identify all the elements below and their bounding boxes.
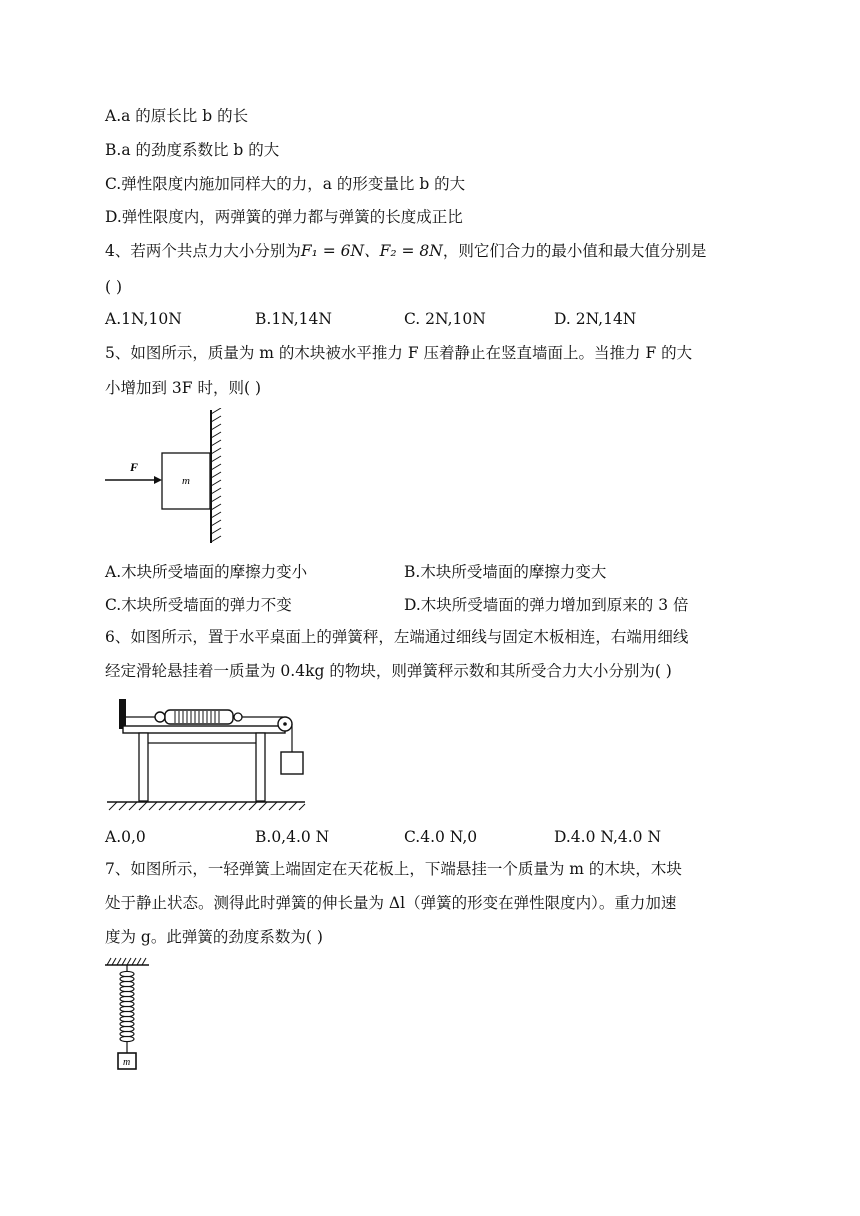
q4-paren: ( )	[105, 278, 123, 296]
q6-figure	[105, 694, 315, 818]
table-leg-right	[256, 733, 265, 801]
q6-stem-line1: 6、如图所示，置于水平桌面上的弹簧秤，左端通过细线与固定木板相连，右端用细线	[105, 628, 689, 646]
q4-formula: F₁ = 6N、F₂ = 8N	[300, 242, 443, 260]
q4-stem-suffix: ，则它们合力的最小值和最大值分别是	[442, 242, 707, 260]
q3-option-b: B.a 的劲度系数比 b 的大	[105, 141, 280, 159]
q6-option-b: B.0,4.0 N	[255, 828, 330, 846]
q4-option-c: C. 2N,10N	[404, 310, 486, 328]
pulley-axle	[283, 722, 287, 726]
q4-option-d: D. 2N,14N	[554, 310, 637, 328]
hanging-block	[281, 752, 303, 774]
q6-option-c: C.4.0 N,0	[404, 828, 478, 846]
ceiling-hatching	[107, 958, 146, 965]
q4-option-b: B.1N,14N	[255, 310, 332, 328]
q3-option-d: D.弹性限度内，两弹簧的弹力都与弹簧的长度成正比	[105, 208, 463, 226]
q5-stem-line1: 5、如图所示，质量为 m 的木块被水平推力 F 压着静止在竖直墙面上。当推力 F 的大	[105, 344, 693, 362]
q6-stem-line2: 经定滑轮悬挂着一质量为 0.4kg 的物块，则弹簧秤示数和其所受合力大小分别为( )	[105, 662, 672, 680]
q5-option-c: C.木块所受墙面的弹力不变	[105, 596, 292, 614]
q5-figure	[100, 408, 230, 548]
q3-option-a: A.a 的原长比 b 的长	[105, 107, 249, 125]
q5-option-a: A.木块所受墙面的摩擦力变小	[105, 563, 308, 581]
wall-hatching	[211, 408, 221, 542]
q5-stem-line2: 小增加到 3F 时，则( )	[105, 379, 261, 397]
block-mass-label: m	[182, 475, 190, 487]
ground-hatching	[109, 802, 305, 810]
q7-stem-line3: 度为 g。此弹簧的劲度系数为( )	[105, 928, 323, 946]
q7-stem-line2: 处于静止状态。测得此时弹簧的伸长量为 Δl（弹簧的形变在弹性限度内）。重力加速	[105, 894, 677, 912]
q6-option-a: A.0,0	[105, 828, 146, 846]
q5-option-b: B.木块所受墙面的摩擦力变大	[404, 563, 607, 581]
scale-ring	[155, 712, 165, 722]
fixed-board	[119, 699, 126, 729]
table-leg-left	[139, 733, 148, 801]
q4-stem-prefix: 4、若两个共点力大小分别为	[105, 242, 301, 260]
force-label: F	[130, 460, 139, 474]
force-arrow-head	[154, 476, 162, 484]
table-top	[123, 726, 285, 733]
spring-coils	[120, 971, 134, 1041]
q7-stem-line1: 7、如图所示，一轻弹簧上端固定在天花板上，下端悬挂一个质量为 m 的木块，木块	[105, 860, 682, 878]
q5-option-d: D.木块所受墙面的弹力增加到原来的 3 倍	[404, 596, 689, 614]
scale-hook	[234, 713, 242, 721]
q7-figure	[103, 955, 155, 1073]
hanging-mass-label: m	[123, 1057, 131, 1068]
q4-option-a: A.1N,10N	[105, 310, 182, 328]
q3-option-c: C.弹性限度内施加同样大的力，a 的形变量比 b 的大	[105, 175, 466, 193]
q4-stem	[105, 240, 706, 262]
q6-option-d: D.4.0 N,4.0 N	[554, 828, 662, 846]
